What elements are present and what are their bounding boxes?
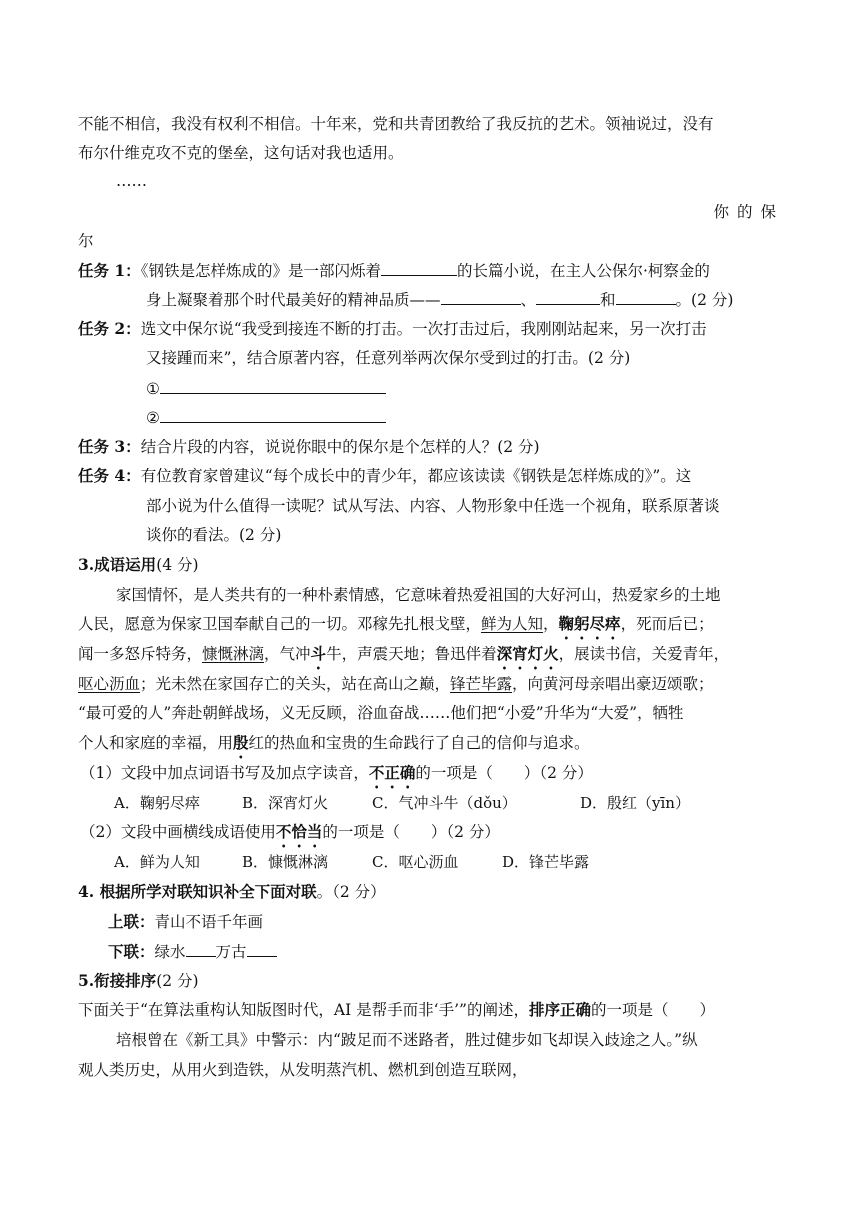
dotted-word: 斗 — [310, 644, 327, 663]
task-label: 任务 3： — [78, 437, 141, 456]
passage-line — [78, 113, 784, 135]
answer-blank[interactable] — [441, 288, 521, 305]
couplet-upper: 上联：青山不语千年画 — [108, 912, 264, 931]
q3-passage-line: 家国情怀，是人类共有的一种朴素情感，它意味着热爱祖国的大好河山，热爱家乡的土地 — [116, 586, 721, 604]
q3-passage-line: 呕心沥血；光未然在家国存亡的关头，站在高山之巅，锋芒毕露，向黄河母亲唱出豪迈颂歌； — [78, 675, 714, 693]
q3-sub2-options — [114, 851, 820, 873]
question-4-title: 4. 根据所学对联知识补全下面对联。（2 分） — [78, 882, 386, 901]
q3-sub1-options — [114, 792, 820, 814]
answer-blank[interactable] — [536, 288, 600, 305]
underlined-idiom: 呕心沥血 — [78, 675, 141, 693]
option-a[interactable]: A．鞠躬尽瘁 — [114, 794, 200, 812]
option-b[interactable]: B．慷慨淋漓 — [242, 853, 329, 871]
answer-blank[interactable] — [616, 288, 676, 305]
question-5-title: 5.衔接排序(2 分) — [78, 971, 199, 990]
answer-blank[interactable] — [160, 377, 386, 394]
task-label: 任务 1： — [78, 261, 141, 280]
option-b[interactable]: B．深宵灯火 — [242, 794, 329, 812]
task-2: 任务 2：选文中保尔说“我受到接连不断的打击。一次打击过后，我刚刚站起来，另一次打击 — [78, 319, 707, 338]
underlined-idiom: 锋芒毕露 — [450, 675, 513, 693]
q3-passage-line: 人民，愿意为保家卫国奉献自己的一切。邓稼先扎根戈壁，鲜为人知，鞠躬尽瘁，死而后已； — [78, 614, 714, 633]
option-d[interactable]: D．锋芒毕露 — [502, 853, 590, 871]
option-c[interactable]: C．气冲斗牛（dǒu） — [372, 794, 517, 812]
q5-passage-line: 观人类历史，从用火到造铁，从发明蒸汽机、燃机到创造互联网， — [78, 1061, 528, 1079]
task-label: 任务 2： — [78, 319, 141, 338]
passage-line — [78, 142, 784, 164]
underlined-idiom: 鲜为人知 — [481, 615, 544, 633]
task-2-line-2: 又接踵而来”，结合原著内容，任意列举两次保尔受到过的打击。(2 分) — [146, 349, 631, 367]
emphasis-word: 不恰当 — [275, 822, 323, 841]
passage-text: 布尔什维克攻不克的堡垒，这句话对我也适用。 — [78, 144, 404, 162]
passage-text: 不能不相信，我没有权利不相信。十年来，党和共青团教给了我反抗的艺术。领袖说过，没有 — [78, 115, 714, 133]
q5-passage-line: 培根曾在《新工具》中警示：内“跛足而不迷路者，胜过健步如飞却误入歧途之人。”纵 — [116, 1031, 698, 1049]
task-4-line-2: 部小说为什么值得一读呢？试从写法、内容、人物形象中任选一个视角，联系原著谈 — [146, 497, 720, 515]
passage-ellipsis: …… — [116, 172, 147, 190]
answer-blank[interactable] — [247, 940, 277, 957]
option-d[interactable]: D．殷红（yīn） — [580, 794, 690, 812]
answer-blank[interactable] — [381, 259, 457, 276]
question-3-title: 3.成语运用(4 分) — [78, 555, 199, 574]
option-a[interactable]: A．鲜为人知 — [114, 853, 200, 871]
q3-passage-line: 闻一多怒斥特务，慷慨淋漓，气冲斗牛，声震天地；鲁迅伴着深宵灯火，展读书信，关爱青年， — [78, 644, 730, 663]
task-label: 任务 4： — [78, 466, 141, 485]
task-4: 任务 4：有位教育家曾建议“每个成长中的青少年，都应该读读《钢铁是怎样炼成的》”。这 — [78, 466, 692, 485]
q3-sub-question-1: （1）文段中加点词语书写及加点字读音，不正确的一项是（ ）（2 分） — [80, 763, 593, 782]
couplet-lower: 下联：绿水 万古 — [108, 940, 814, 963]
signature-line: 你的保 — [713, 203, 784, 221]
underlined-idiom: 慷慨淋漓 — [202, 645, 265, 663]
task-2-answer-2: ② — [146, 406, 852, 429]
answer-blank[interactable] — [160, 406, 386, 423]
q3-passage-line: 个人和家庭的幸福，用殷红的热血和宝贵的生命践行了自己的信仰与追求。 — [78, 733, 590, 752]
signature-line-2: 尔 — [78, 232, 94, 250]
dotted-word: 殷 — [233, 733, 249, 752]
task-2-answer-1: ① — [146, 377, 852, 400]
emphasis-word: 不正确 — [368, 763, 416, 782]
task-4-line-3: 谈你的看法。(2 分) — [146, 526, 282, 544]
task-3: 任务 3：结合片段的内容，说说你眼中的保尔是个怎样的人？(2 分) — [78, 437, 540, 456]
dotted-word: 鞠躬尽瘁 — [558, 614, 621, 633]
question-5-stem: 下面关于“在算法重构认知版图时代，AI 是帮手而非‘手’”的阐述，排序正确的一项是（ ） — [78, 1000, 715, 1019]
answer-blank[interactable] — [186, 940, 216, 957]
task-1-line-2: 身上凝聚着那个时代最美好的精神品质—— 、 和 。(2 分) — [146, 288, 852, 311]
task-1: 任务 1：《钢铁是怎样炼成的》是一部闪烁着 的长篇小说，在主人公保尔·柯察金的 — [78, 261, 710, 280]
q3-passage-line: “最可爱的人”奔赴朝鲜战场，义无反顾，浴血奋战……他们把“小爱”升华为“大爱”，牺牲 — [78, 704, 684, 722]
option-c[interactable]: C．呕心沥血 — [372, 853, 459, 871]
q3-sub-question-2: （2）文段中画横线成语使用不恰当的一项是（ ）（2 分） — [80, 822, 500, 841]
dotted-word: 深宵灯火 — [496, 644, 559, 663]
